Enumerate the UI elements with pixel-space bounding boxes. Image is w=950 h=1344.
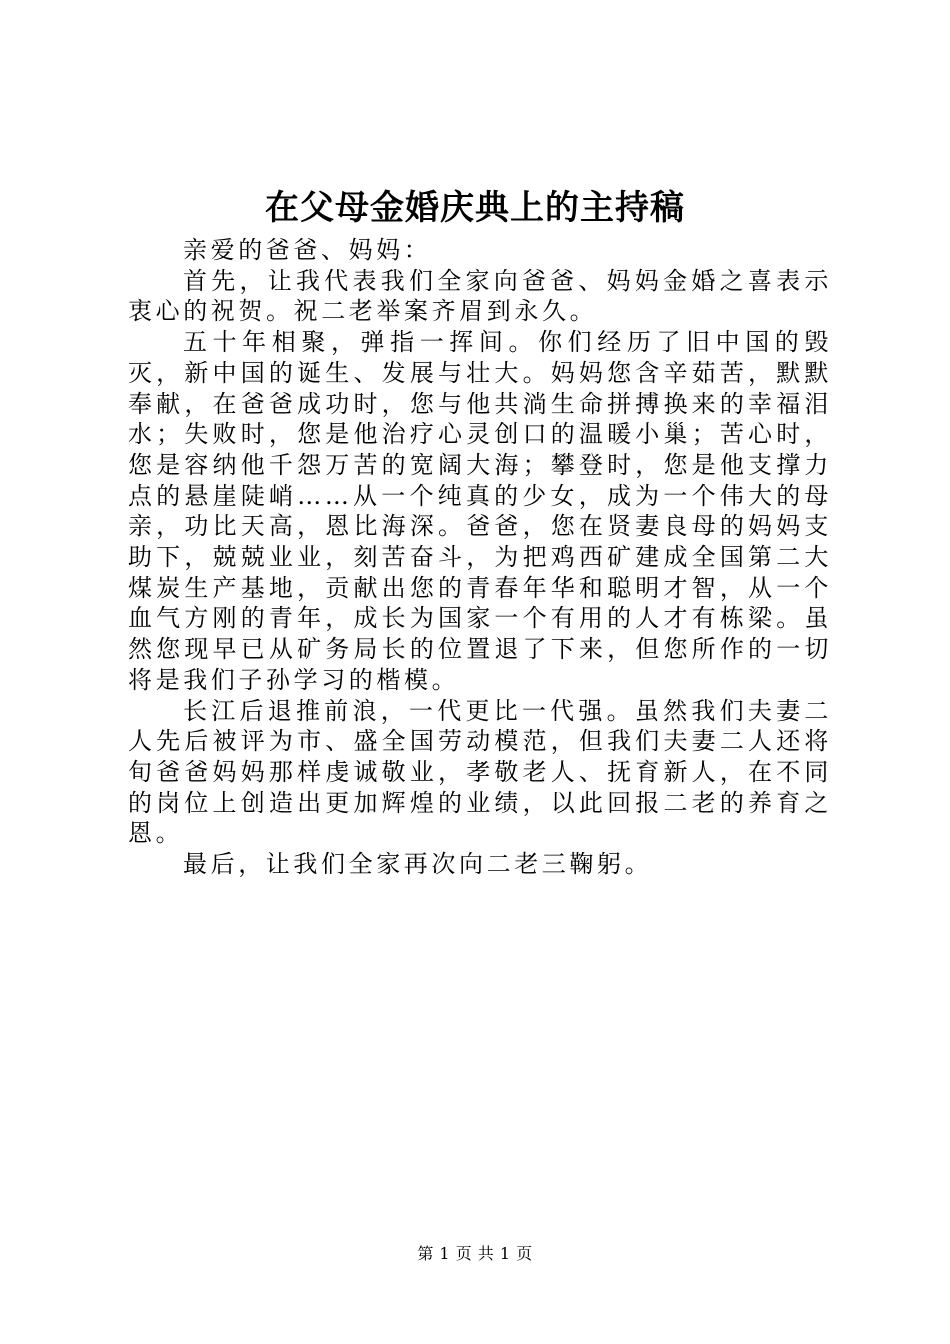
paragraph-next-generation: 长江后退推前浪，一代更比一代强。虽然我们夫妻二人先后被评为市、盛全国劳动模范，但我们夫妻二人还将旬爸爸妈妈那样虔诚敬业，孝敬老人、抚育新人，在不同的岗位上创造出更加辉煌的业绩，以此回报二老的养育之恩。 [128,696,832,848]
paragraph-fifty-years: 五十年相聚，弹指一挥间。你们经历了旧中国的毁灭，新中国的诞生、发展与壮大。妈妈您含辛茹苦，默默奉献，在爸爸成功时，您与他共淌生命拼搏换来的幸福泪水；失败时，您是他治疗心灵创口的温暖小巢；苦心时，您是容纳他千怨万苦的宽阔大海；攀登时，您是他支撑力点的悬崖陡峭……从一个纯真的少女，成为一个伟大的母亲，功比天高，恩比海深。爸爸，您在贤妻良母的妈妈支助下，兢兢业业，刻苦奋斗，为把鸡西矿建成全国第二大煤炭生产基地，贡献出您的青春年华和聪明才智，从一个血气方刚的青年，成长为国家一个有用的人才有栋梁。虽然您现早已从矿务局长的位置退了下来，但您所作的一切将是我们子孙学习的楷模。 [128,328,832,694]
paragraph-congratulation: 首先，让我代表我们全家向爸爸、妈妈金婚之喜表示衷心的祝贺。祝二老举案齐眉到永久。 [128,266,832,326]
page-number-footer: 第 1 页 共 1 页 [417,1244,533,1263]
document-title: 在父母金婚庆典上的主持稿 [265,188,685,228]
paragraph-closing: 最后，让我们全家再次向二老三鞠躬。 [183,850,653,879]
paragraph-salutation: 亲爱的爸爸、妈妈： [183,236,432,264]
document-body [128,235,832,880]
